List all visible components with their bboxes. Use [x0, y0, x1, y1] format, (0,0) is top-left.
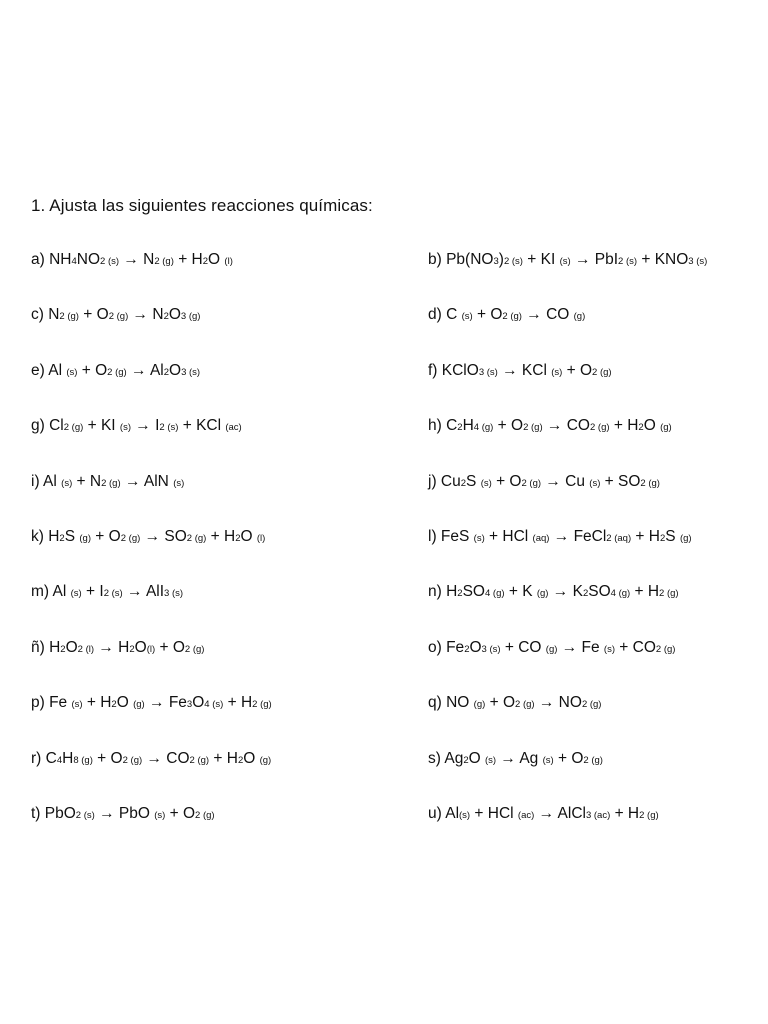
- equation-o: [428, 637, 707, 692]
- subscript: (g): [473, 699, 486, 711]
- subscript: (l): [146, 643, 156, 655]
- equation-text: → SO: [140, 527, 187, 545]
- subscript: (s): [589, 477, 601, 489]
- equation-u: [428, 803, 707, 858]
- equation-text: + O: [78, 306, 109, 324]
- subscript: 2 (g): [101, 477, 121, 489]
- subscript: 3 (ac): [585, 809, 611, 821]
- subscript: 2 (g): [184, 643, 205, 655]
- equation-text: → Ag: [496, 749, 543, 767]
- subscript: (s): [473, 532, 485, 544]
- subscript: 2 (g): [592, 366, 612, 378]
- equation-text: + H: [173, 251, 203, 268]
- subscript: 2 (g): [639, 809, 659, 821]
- equation-l: [428, 526, 707, 581]
- equation-c: [31, 304, 272, 359]
- equation-text: H: [462, 417, 474, 435]
- equation-text: p) Fe: [31, 694, 72, 712]
- subscript: 2 (g): [640, 477, 660, 489]
- subscript: (s): [70, 588, 82, 600]
- equation-text: + K: [504, 583, 537, 601]
- equation-text: + HCl: [484, 527, 533, 545]
- exercise-heading: 1. Ajusta las siguientes reacciones químicas:: [31, 196, 373, 215]
- equation-text: → CO: [142, 749, 190, 767]
- equation-text: → N: [128, 306, 164, 324]
- subscript: 2: [638, 422, 644, 434]
- equation-t: [31, 803, 272, 858]
- subscript: 2 (g): [659, 588, 679, 600]
- subscript: 2: [582, 588, 589, 600]
- equation-text: + O: [155, 638, 185, 656]
- subscript: 2 (g): [120, 532, 141, 544]
- subscript: 3 (s): [164, 588, 184, 600]
- equation-text: + O: [77, 361, 108, 379]
- subscript: (g): [545, 643, 558, 655]
- subscript: 2 (g): [252, 699, 272, 711]
- subscript: 4 (g): [473, 422, 494, 434]
- subscript: 2 (g): [63, 422, 84, 434]
- equation-h: [428, 415, 707, 470]
- subscript: 2 (s): [100, 256, 120, 267]
- right-equation-column: [428, 249, 707, 858]
- subscript: (s): [542, 754, 554, 766]
- equation-text: d) C: [428, 306, 462, 324]
- subscript: 2 (g): [581, 699, 602, 711]
- subscript: 4: [71, 256, 77, 267]
- equation-text: O: [169, 361, 182, 379]
- subscript: (g): [660, 422, 672, 434]
- equation-text: + I: [81, 583, 104, 601]
- equation-text: u) Al: [428, 804, 460, 822]
- subscript: (l): [256, 532, 266, 544]
- left-equation-column: [31, 249, 272, 858]
- subscript: 3 (g): [180, 311, 201, 323]
- subscript: 2: [460, 477, 467, 489]
- subscript: 3 (s): [688, 256, 708, 267]
- equation-text: → CO: [521, 306, 574, 324]
- equation-text: e) Al: [31, 361, 67, 379]
- equation-text: → Cu: [541, 472, 590, 490]
- subscript: 2 (g): [590, 422, 610, 434]
- equation-text: + KNO: [637, 251, 689, 268]
- subscript: 4: [56, 754, 63, 766]
- subscript: 2: [237, 754, 244, 766]
- equation-text: + H: [82, 694, 112, 712]
- subscript: (g): [259, 754, 272, 766]
- subscript: (s): [459, 809, 471, 821]
- subscript: 2: [163, 366, 170, 378]
- subscript: 2: [659, 532, 666, 544]
- subscript: 2: [457, 588, 463, 600]
- subscript: 2: [464, 643, 470, 655]
- subscript: 2: [60, 643, 66, 655]
- subscript: 2: [202, 256, 209, 267]
- equation-text: + H: [630, 583, 660, 601]
- subscript: (g): [536, 588, 549, 600]
- equation-text: i) Al: [31, 472, 62, 490]
- equation-text: + O: [485, 694, 516, 712]
- equation-text: O: [168, 306, 181, 324]
- equation-text: O: [134, 638, 147, 656]
- subscript: (ac): [225, 422, 242, 434]
- subscript: 2 (s): [159, 422, 179, 434]
- equation-text: O: [243, 749, 260, 767]
- equation-text: → AlN: [120, 472, 174, 490]
- subscript: 2 (g): [655, 643, 676, 655]
- equation-e: [31, 360, 272, 415]
- equation-text: + KI: [83, 417, 120, 435]
- equation-text: + CO: [615, 638, 656, 656]
- equation-text: → PbI: [570, 251, 619, 268]
- equation-text: a) NH: [31, 251, 72, 268]
- subscript: (g): [573, 311, 586, 323]
- equation-text: + O: [491, 472, 522, 490]
- equation-text: → KCl: [497, 361, 552, 379]
- equation-text: ): [498, 251, 504, 268]
- equation-text: → I: [130, 417, 160, 435]
- equation-text: q) NO: [428, 694, 474, 712]
- equation-text: S: [64, 527, 80, 545]
- subscript: 3 (s): [181, 366, 201, 378]
- equation-text: + HCl: [470, 804, 518, 822]
- subscript: 2 (g): [523, 422, 543, 434]
- equation-text: O: [469, 638, 482, 656]
- equation-text: SO: [462, 583, 485, 601]
- equation-text: + H: [631, 527, 660, 545]
- equation-text: m) Al: [31, 583, 71, 601]
- equation-text: → N: [119, 251, 155, 268]
- equation-text: + H: [610, 804, 640, 822]
- equation-b: [428, 249, 707, 304]
- equation-text: + H: [209, 749, 238, 767]
- equation-j: [428, 471, 707, 526]
- subscript: 3: [186, 699, 193, 711]
- equation-text: S: [665, 527, 680, 545]
- equation-text: → PbO: [94, 804, 155, 822]
- equation-text: s) Ag: [428, 749, 464, 767]
- subscript: (s): [551, 366, 563, 378]
- equation-text: + O: [92, 749, 123, 767]
- subscript: (s): [480, 477, 492, 489]
- equation-text: l) FeS: [428, 527, 474, 545]
- subscript: 4 (g): [485, 588, 505, 600]
- equation-text: f) KClO: [428, 361, 479, 379]
- equation-text: + O: [165, 804, 196, 822]
- equation-text: → H: [94, 638, 130, 656]
- subscript: 2: [111, 699, 117, 711]
- equation-text: o) Fe: [428, 638, 465, 656]
- equation-text: → NO: [534, 694, 582, 712]
- equation-g: [31, 415, 272, 470]
- subscript: (s): [603, 643, 615, 655]
- subscript: 2 (g): [107, 366, 127, 378]
- subscript: 2 (g): [521, 477, 542, 489]
- equation-text: O: [240, 527, 257, 545]
- subscript: 2 (s): [618, 256, 638, 267]
- equation-text: H: [62, 749, 74, 767]
- subscript: 8 (g): [73, 754, 93, 766]
- subscript: 2: [457, 422, 463, 434]
- subscript: 2 (s): [103, 588, 123, 600]
- equation-text: S: [466, 472, 481, 490]
- equation-text: + CO: [500, 638, 546, 656]
- subscript: 2 (g): [186, 532, 207, 544]
- equation-text: → Fe: [144, 694, 187, 712]
- equation-k: [31, 526, 272, 581]
- equation-text: → CO: [542, 417, 590, 435]
- equation-text: + O: [562, 361, 593, 379]
- subscript: 2: [235, 532, 241, 544]
- subscript: 2 (g): [59, 311, 79, 323]
- equation-text: → FeCl: [549, 527, 607, 545]
- equation-text: O: [643, 417, 661, 435]
- subscript: 2 (g): [108, 311, 129, 323]
- equation-text: O: [65, 638, 78, 656]
- subscript: (g): [79, 532, 91, 544]
- subscript: 2 (g): [583, 754, 603, 766]
- equation-text: + H: [223, 694, 253, 712]
- equation-text: → K: [548, 583, 583, 601]
- equation-text: → AlCl: [534, 804, 586, 822]
- equation-text: O: [208, 251, 225, 268]
- equation-text: ñ) H: [31, 638, 61, 656]
- subscript: 2 (g): [515, 699, 535, 711]
- subscript: 4 (g): [610, 588, 631, 600]
- subscript: 3: [493, 256, 499, 267]
- subscript: 2: [59, 532, 65, 544]
- subscript: 4 (s): [204, 699, 224, 711]
- equation-text: t) PbO: [31, 804, 76, 822]
- equation-text: h) C: [428, 417, 458, 435]
- subscript: (g): [133, 699, 145, 711]
- subscript: (ac): [517, 809, 535, 821]
- equation-s: [428, 748, 707, 803]
- equation-r: [31, 748, 272, 803]
- subscript: (l): [224, 256, 233, 267]
- equation-text: → Fe: [557, 638, 604, 656]
- equation-text: + SO: [600, 472, 641, 490]
- equation-f: [428, 360, 707, 415]
- subscript: (s): [461, 311, 473, 323]
- equation-text: n) H: [428, 583, 458, 601]
- equation-text: + O: [91, 527, 121, 545]
- equation-text: j) Cu: [428, 472, 461, 490]
- equation-text: + KI: [522, 251, 560, 268]
- subscript: (s): [154, 809, 166, 821]
- subscript: (g): [679, 532, 692, 544]
- subscript: 2 (g): [195, 809, 215, 821]
- subscript: 2: [163, 311, 169, 323]
- equation-text: g) Cl: [31, 417, 64, 435]
- subscript: 2: [129, 643, 135, 655]
- equation-text: O: [116, 694, 134, 712]
- subscript: 2 (l): [77, 643, 95, 655]
- equation-text: + O: [553, 749, 584, 767]
- subscript: (s): [485, 754, 497, 766]
- equation-text: NO: [76, 251, 101, 268]
- equation-d: [428, 304, 707, 359]
- equation-text: → Al: [126, 361, 164, 379]
- subscript: (s): [61, 477, 73, 489]
- equation-q: [428, 692, 707, 747]
- subscript: (s): [66, 366, 78, 378]
- subscript: (s): [71, 699, 83, 711]
- equation-text: SO: [588, 583, 611, 601]
- equation-p: [31, 692, 272, 747]
- equation-text: O: [192, 694, 205, 712]
- subscript: 2 (aq): [606, 532, 632, 544]
- equation-text: c) N: [31, 306, 60, 324]
- equation-text: + O: [493, 417, 524, 435]
- subscript: 2 (s): [503, 256, 523, 267]
- subscript: 3 (s): [478, 366, 498, 378]
- subscript: (s): [559, 256, 571, 267]
- equation-text: b) Pb(NO: [428, 251, 494, 268]
- equation-text: O: [468, 749, 485, 767]
- equation-m: [31, 581, 272, 636]
- subscript: 2 (s): [75, 809, 95, 821]
- equation-i: [31, 471, 272, 526]
- equation-ñ: [31, 637, 272, 692]
- equation-text: + H: [609, 417, 639, 435]
- subscript: 2: [463, 754, 469, 766]
- subscript: (aq): [532, 532, 550, 544]
- subscript: 2 (g): [189, 754, 210, 766]
- equation-text: + N: [72, 472, 102, 490]
- equation-a: [31, 249, 272, 304]
- subscript: 2 (g): [502, 311, 522, 323]
- subscript: (s): [173, 477, 185, 489]
- equation-text: k) H: [31, 527, 60, 545]
- equation-text: r) C: [31, 749, 57, 767]
- equation-text: + O: [472, 306, 503, 324]
- equation-text: + H: [206, 527, 236, 545]
- equation-text: + KCl: [178, 417, 226, 435]
- equation-text: → AlI: [122, 583, 165, 601]
- subscript: 2 (g): [122, 754, 143, 766]
- subscript: (s): [119, 422, 131, 434]
- equation-n: [428, 581, 707, 636]
- subscript: 2 (g): [154, 256, 174, 267]
- subscript: 3 (s): [481, 643, 501, 655]
